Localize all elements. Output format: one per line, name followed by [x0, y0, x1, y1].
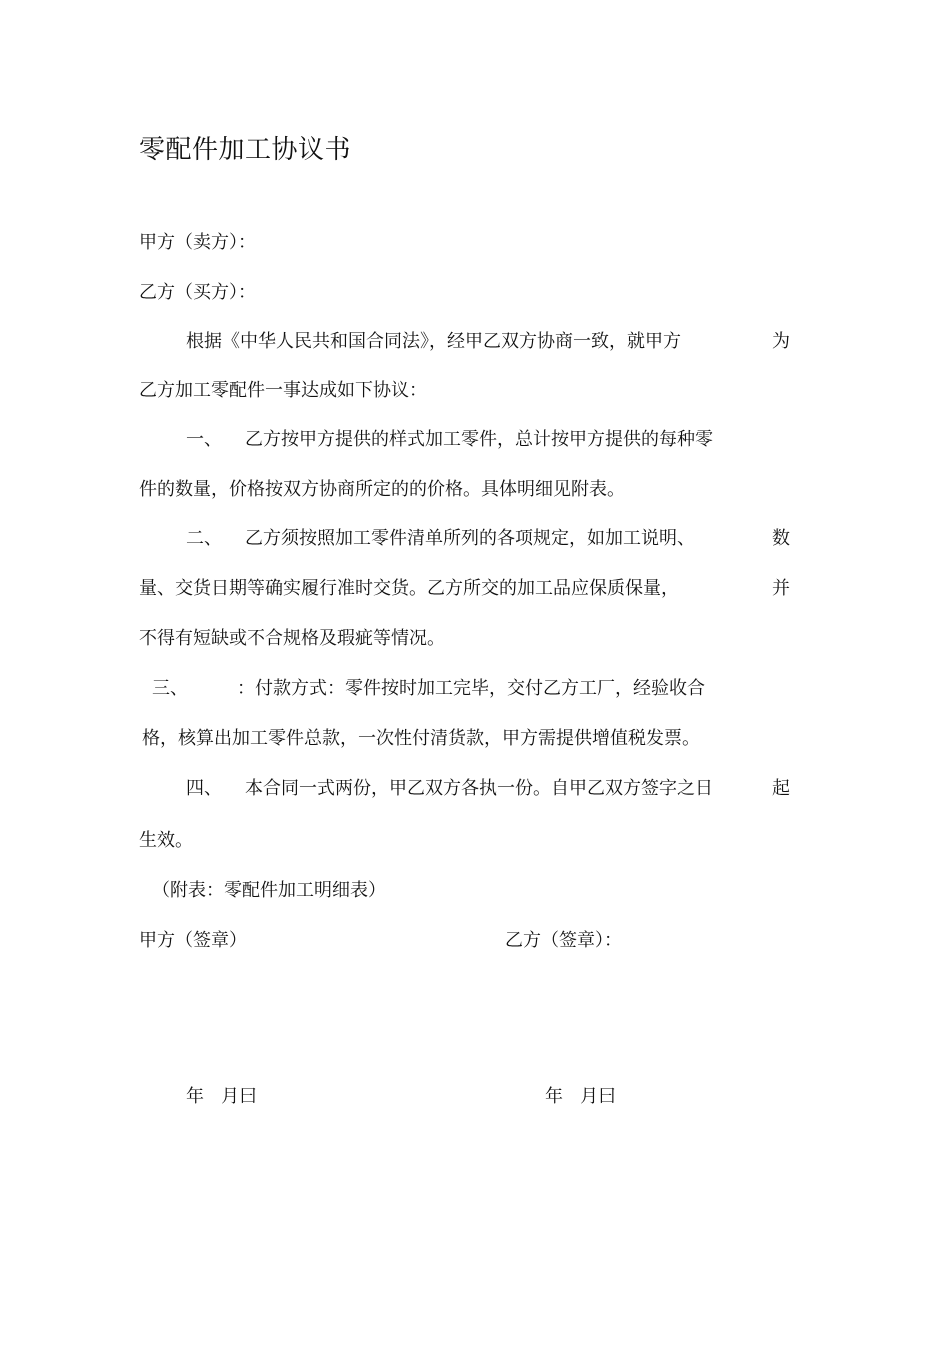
party-a-line: 甲方（卖方）：: [139, 232, 256, 253]
party-b-line: 乙方（买方）：: [139, 282, 256, 303]
clause-4-line-1-end: 起: [772, 778, 790, 799]
party-b-date: 年 月曰: [545, 1086, 617, 1107]
appendix-note: （附表：零配件加工明细表）: [152, 880, 386, 901]
clause-4-number: 四、: [186, 778, 222, 799]
intro-line-1-end: 为: [772, 331, 790, 352]
clause-2-number: 二、: [186, 528, 222, 549]
clause-3-number: 三、: [152, 678, 188, 699]
party-a-date: 年 月曰: [186, 1086, 258, 1107]
clause-1-line-1: 乙方按甲方提供的样式加工零件，总计按甲方提供的每种零: [245, 429, 713, 450]
clause-2-line-2-end: 并: [772, 578, 790, 599]
clause-2-line-1: 乙方须按照加工零件清单所列的各项规定，如加工说明、: [245, 528, 695, 549]
clause-4-line-1: 本合同一式两份，甲乙双方各执一份。自甲乙双方签字之日: [245, 778, 713, 799]
party-a-signature-label: 甲方（签章）: [139, 930, 247, 951]
party-b-signature-label: 乙方（签章）：: [505, 930, 622, 951]
clause-1-number: 一、: [186, 429, 222, 450]
clause-3-line-1: ：付款方式：零件按时加工完毕，交付乙方工厂，经验收合: [237, 678, 705, 699]
intro-line-2: 乙方加工零配件一事达成如下协议：: [139, 380, 427, 401]
clause-3-line-2: 格，核算出加工零件总款，一次性付清货款，甲方需提供增值税发票。: [142, 728, 700, 749]
clause-2-line-2: 量、交货日期等确实履行准时交货。乙方所交的加工品应保质保量，: [139, 578, 679, 599]
clause-4-line-2: 生效。: [139, 830, 193, 851]
intro-line-1: 根据《中华人民共和国合同法》，经甲乙双方协商一致，就甲方: [186, 331, 681, 352]
document-title: 零配件加工协议书: [139, 135, 352, 165]
clause-2-line-3: 不得有短缺或不合规格及瑕疵等情况。: [139, 628, 445, 649]
clause-2-line-1-end: 数: [772, 528, 790, 549]
clause-1-line-2: 件的数量，价格按双方协商所定的的价格。具体明细见附表。: [139, 479, 625, 500]
